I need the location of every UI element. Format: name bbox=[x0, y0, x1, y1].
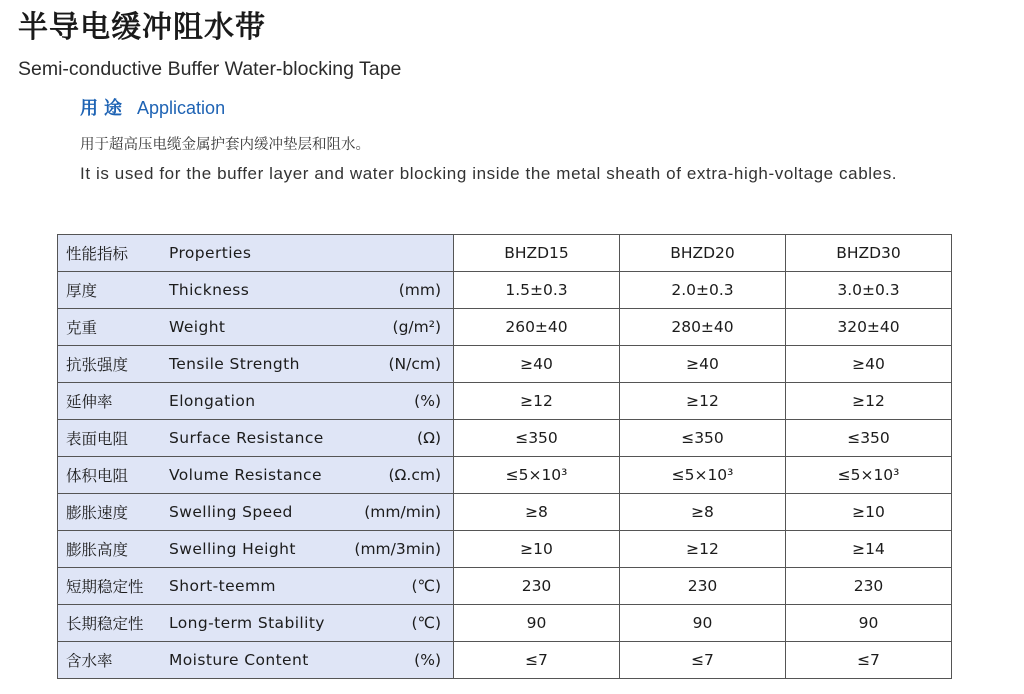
property-name-en: Tensile Strength bbox=[169, 355, 300, 373]
property-name-en: Volume Resistance bbox=[169, 466, 322, 484]
value-cell: ≤7 bbox=[620, 642, 786, 679]
page-title-cn: 半导电缓冲阻水带 bbox=[18, 10, 266, 45]
property-name-cn: 含水率 bbox=[66, 652, 113, 670]
value-cell: ≤5×10³ bbox=[454, 457, 620, 494]
value-cell: ≤7 bbox=[454, 642, 620, 679]
property-unit: (%) bbox=[414, 651, 441, 669]
property-name-cn: 短期稳定性 bbox=[66, 578, 144, 596]
property-unit: (℃) bbox=[411, 577, 441, 595]
property-name-cn: 长期稳定性 bbox=[66, 615, 144, 633]
property-name-en: Weight bbox=[169, 318, 226, 336]
value-cell: 2.0±0.3 bbox=[620, 272, 786, 309]
header-model-3: BHZD30 bbox=[786, 235, 952, 272]
property-name-en: Short-teemm bbox=[169, 577, 276, 595]
property-cell bbox=[58, 383, 454, 420]
property-cell bbox=[58, 568, 454, 605]
value-cell: 230 bbox=[620, 568, 786, 605]
property-name-cn: 表面电阻 bbox=[66, 430, 129, 448]
value-cell: ≤350 bbox=[786, 420, 952, 457]
property-unit: (Ω.cm) bbox=[388, 466, 441, 484]
property-cell bbox=[58, 457, 454, 494]
property-unit: (mm) bbox=[398, 281, 441, 299]
property-name-en: Thickness bbox=[169, 281, 250, 299]
value-cell: ≥40 bbox=[454, 346, 620, 383]
property-unit: (%) bbox=[414, 392, 441, 410]
table-row bbox=[58, 531, 952, 568]
property-cell bbox=[58, 272, 454, 309]
property-name-en: Elongation bbox=[169, 392, 256, 410]
value-cell: 280±40 bbox=[620, 309, 786, 346]
value-cell: 90 bbox=[454, 605, 620, 642]
property-unit: (N/cm) bbox=[388, 355, 441, 373]
property-name-en: Long-term Stability bbox=[169, 614, 325, 632]
table-row bbox=[58, 457, 952, 494]
value-cell: ≥12 bbox=[620, 531, 786, 568]
page-title-en: Semi-conductive Buffer Water-blocking Tape bbox=[18, 58, 402, 80]
spec-table bbox=[57, 234, 952, 679]
property-name-en: Swelling Height bbox=[169, 540, 296, 558]
property-unit: (g/m²) bbox=[392, 318, 441, 336]
value-cell: ≥10 bbox=[454, 531, 620, 568]
application-heading-en: Application bbox=[137, 98, 226, 118]
value-cell: 90 bbox=[620, 605, 786, 642]
value-cell: 3.0±0.3 bbox=[786, 272, 952, 309]
table-row bbox=[58, 272, 952, 309]
property-name-cn: 克重 bbox=[66, 319, 98, 337]
property-name-en: Swelling Speed bbox=[169, 503, 293, 521]
property-cell bbox=[58, 309, 454, 346]
table-header-row bbox=[58, 235, 952, 272]
value-cell: ≤5×10³ bbox=[620, 457, 786, 494]
property-name-en: Moisture Content bbox=[169, 651, 309, 669]
value-cell: 260±40 bbox=[454, 309, 620, 346]
value-cell: ≥12 bbox=[620, 383, 786, 420]
header-properties-cn: 性能指标 bbox=[66, 245, 129, 263]
value-cell: ≥14 bbox=[786, 531, 952, 568]
value-cell: 1.5±0.3 bbox=[454, 272, 620, 309]
property-name-cn: 厚度 bbox=[66, 282, 98, 300]
property-unit: (mm/3min) bbox=[354, 540, 441, 558]
property-cell bbox=[58, 531, 454, 568]
value-cell: ≥40 bbox=[620, 346, 786, 383]
property-name-cn: 体积电阻 bbox=[66, 467, 129, 485]
table-row bbox=[58, 383, 952, 420]
table-row bbox=[58, 605, 952, 642]
table-row bbox=[58, 642, 952, 679]
header-properties-cell bbox=[58, 235, 454, 272]
property-cell bbox=[58, 420, 454, 457]
table-row bbox=[58, 346, 952, 383]
value-cell: ≤350 bbox=[620, 420, 786, 457]
property-cell bbox=[58, 346, 454, 383]
value-cell: 90 bbox=[786, 605, 952, 642]
value-cell: ≥8 bbox=[454, 494, 620, 531]
value-cell: ≤350 bbox=[454, 420, 620, 457]
application-text-cn: 用于超高压电缆金属护套内缓冲垫层和阻水。 bbox=[80, 137, 370, 153]
property-cell bbox=[58, 494, 454, 531]
property-name-cn: 延伸率 bbox=[66, 393, 113, 411]
value-cell: ≤7 bbox=[786, 642, 952, 679]
application-heading bbox=[80, 94, 225, 120]
property-name-cn: 膨胀速度 bbox=[66, 504, 129, 522]
table-row bbox=[58, 309, 952, 346]
property-unit: (Ω) bbox=[417, 429, 441, 447]
value-cell: ≤5×10³ bbox=[786, 457, 952, 494]
table-row bbox=[58, 494, 952, 531]
value-cell: ≥12 bbox=[454, 383, 620, 420]
value-cell: 230 bbox=[786, 568, 952, 605]
table-row bbox=[58, 568, 952, 605]
value-cell: ≥12 bbox=[786, 383, 952, 420]
property-unit: (℃) bbox=[411, 614, 441, 632]
header-properties-en: Properties bbox=[169, 244, 252, 262]
application-text-en: It is used for the buffer layer and water blocking inside the metal sheath of extra-high-voltage cables. bbox=[80, 164, 898, 183]
property-cell bbox=[58, 642, 454, 679]
property-name-en: Surface Resistance bbox=[169, 429, 324, 447]
application-heading-cn: 用途 bbox=[80, 98, 128, 118]
header-model-2: BHZD20 bbox=[620, 235, 786, 272]
value-cell: 320±40 bbox=[786, 309, 952, 346]
property-name-cn: 膨胀高度 bbox=[66, 541, 129, 559]
property-cell bbox=[58, 605, 454, 642]
value-cell: ≥8 bbox=[620, 494, 786, 531]
value-cell: 230 bbox=[454, 568, 620, 605]
value-cell: ≥10 bbox=[786, 494, 952, 531]
property-name-cn: 抗张强度 bbox=[66, 356, 129, 374]
header-model-1: BHZD15 bbox=[454, 235, 620, 272]
property-unit: (mm/min) bbox=[364, 503, 441, 521]
value-cell: ≥40 bbox=[786, 346, 952, 383]
table-row bbox=[58, 420, 952, 457]
